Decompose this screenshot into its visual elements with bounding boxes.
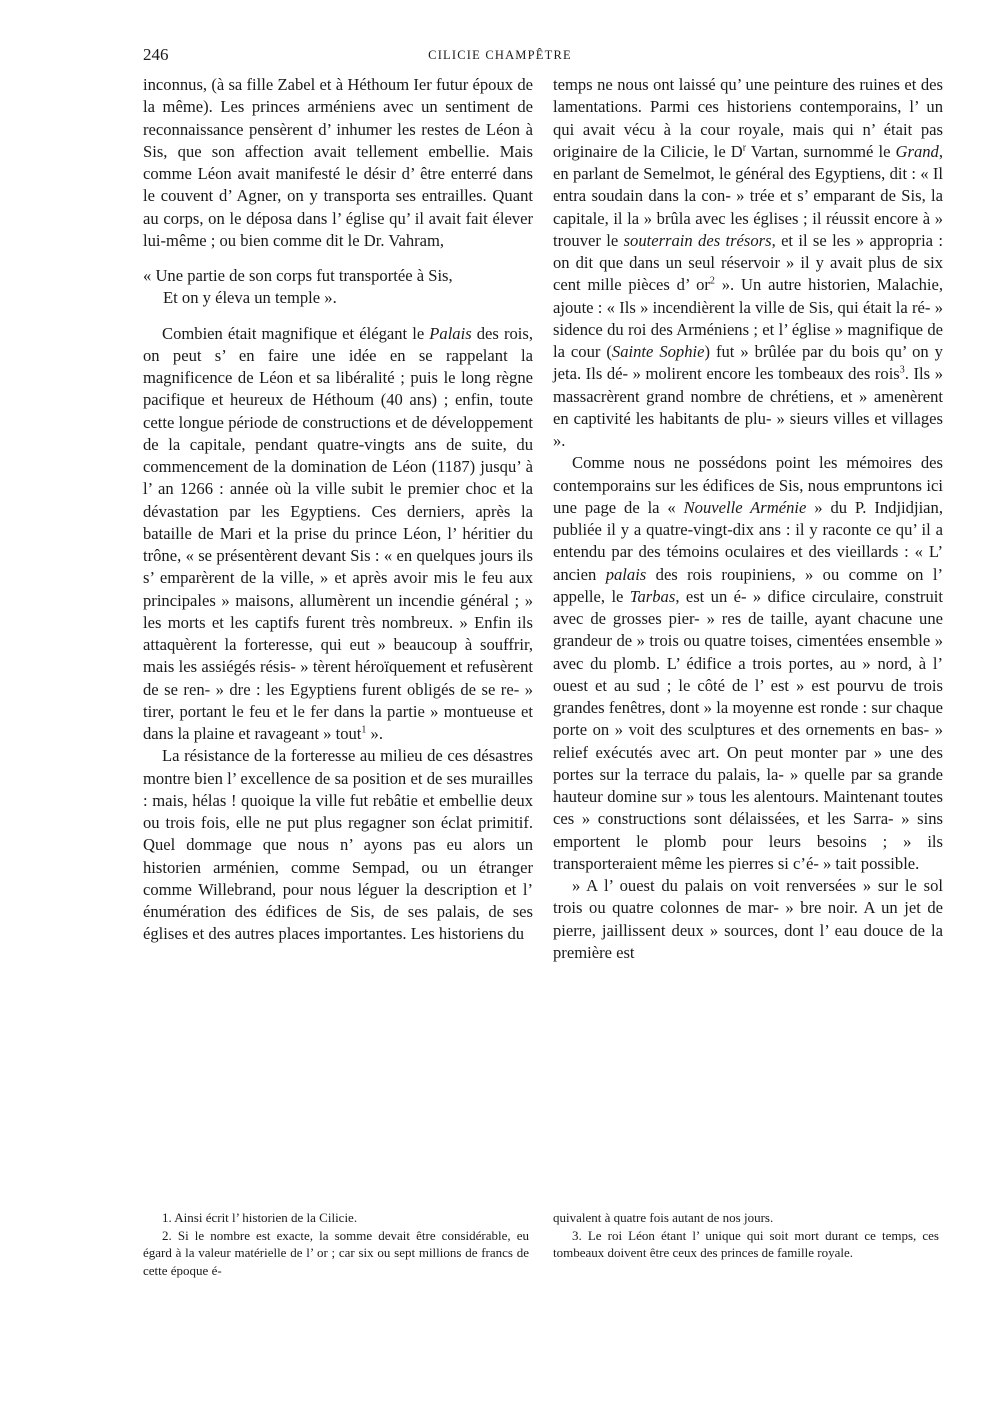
superscript-r: r bbox=[742, 142, 747, 154]
text-run: Comme nous ne possédons point les mémoires des contemporains sur les édifices de Sis, nous empruntons ici une page de la « bbox=[553, 453, 943, 517]
footnote-ref-2: 2 bbox=[709, 275, 715, 287]
text-run: des rois, on peut s’ en faire une idée en se rappelant la magnificence de Léon et sa libéralité ; puis le long règne pacifique et heureux de Héthoum (40 ans) ; enfin, toute cette longue période de constructions et de développement de la capitale, pendant quatre-vingts ans de suite, du commencement de la domination de Léon (1187) jusqu’ à l’ an 1266 : année où la ville subit le premier choc et la dévastation par les Egyptiens. Ces derniers, après la bataille de Mari et la prise du prince Léon, l’ héritier du trône, « se présentèrent devant Sis : « en quelques jours ils s’ emparèrent de la ville, » et après avoir mis le feu aux principales » maisons, allumèrent un incendie général ; » les morts et les captifs furent très nombreux. » Enfin ils attaquèrent la forteresse, qui eut » beaucoup à souffrir, mais les assiégés résis- » tèrent héroïquement et refusèrent de se ren- » dre : les Egyptiens furent obligés de se re- » tirer, portant le feu et le fer dans la partie » montueuse et dans la plaine et ravageant » tout bbox=[143, 323, 533, 743]
text-run: ) fut » brûlée par du bois qu’ on y jeta. Ils dé- » molirent encore les tombeaux des rois bbox=[553, 342, 943, 384]
text-run: temps ne nous ont laissé qu’ une peinture des ruines et des lamentations. Parmi ces historiens contemporains, l’ un qui avait vécu à la cour royale, mais qui n’ était pas originaire de la Cilicie, le D bbox=[553, 75, 943, 161]
left-paragraph-2 bbox=[143, 323, 533, 746]
footnote-2: 2. Si le nombre est exacte, la somme devait être considérable, eu égard à la valeur matérielle de l’ or ; car six ou sept millions de francs de cette époque é- bbox=[143, 1227, 529, 1278]
emphasis-palais: palais bbox=[605, 564, 647, 584]
footnote-ref-1: 1 bbox=[361, 724, 367, 736]
text-run: ». Un autre historien, Malachie, ajoute : « Ils » incendièrent la ville de Sis, qui était la ré- » sidence du roi des Arméniens ; et l’ église » magnifique de la cour ( bbox=[553, 275, 943, 361]
text-run: » du P. Indjidjian, publiée il y a quatre-vingt-dix ans : il y raconte ce qu’ il a entendu par des témoins oculaires et des vieillards : « L’ ancien bbox=[553, 497, 943, 584]
text-run: . Ils » massacrèrent grand nombre de chrétiens, et » amenèrent en captivité les habitants de plu- » sieurs villes et villages ». bbox=[553, 364, 943, 450]
text-run: Vartan, surnommé le bbox=[746, 141, 896, 161]
running-head: CILICIE CHAMPÊTRE bbox=[428, 48, 572, 62]
text-run: , et il se les » appropria : on dit que dans un seul réservoir » il y avait plus de six cent mille pièces d’ or bbox=[553, 230, 943, 295]
emphasis-souterrain: souterrain des trésors bbox=[623, 230, 772, 250]
text-run: Combien était magnifique et élégant le bbox=[162, 323, 430, 343]
footnote-3: 3. Le roi Léon étant l’ unique qui soit mort durant ce temps, ces tombeaux doivent être ceux des princes de famille royale. bbox=[553, 1227, 939, 1260]
emphasis-sainte-sophie: Sainte Sophie bbox=[611, 342, 705, 361]
text-run: , est un é- » difice circulaire, construit avec de grosses pier- » res de taille, ayant chacune une grandeur de » trois ou quatre toises, cimentées ensemble » avec du plomb. L’ édifice a trois portes, au » nord, à l’ ouest et au sud ; le côté de l’ est » est pourvu de trois grandes fenêtres, dont » la moyenne est ronde : sur chaque porte on » voit des sculptures et des ornements en bas- » relief exécutés avec art. On peut monter par » une des portes sur la terrace du palais, la- » quelle par sa grande hauteur domine sur » tous les alentours. Maintenant toutes ces » constructions sont délaissées, et les Sarra- » sins emportent le plomb pour leurs besoins ; » ils transporteraient même les pierres si c’é- » tait possible. bbox=[553, 586, 943, 873]
footnote-1: 1. Ainsi écrit l’ historien de la Cilicie. bbox=[162, 1210, 358, 1225]
right-column bbox=[553, 74, 943, 964]
left-column bbox=[143, 74, 533, 946]
footnote-ref-3: 3 bbox=[899, 364, 905, 376]
emphasis-palais: Palais bbox=[429, 323, 472, 343]
footnotes-right bbox=[553, 1209, 939, 1262]
emphasis-nouvelle-armenie: Nouvelle Arménie bbox=[683, 497, 807, 517]
text-run: , en parlant de Semelmot, le général des Egyptiens, dit : « Il entra soudain dans la con- » trée et s’ emparant de Sis, la capitale, il la » brûla avec les églises ; il réussit encore à » trouver le bbox=[553, 141, 944, 250]
right-paragraph-2 bbox=[553, 452, 943, 875]
right-paragraph-1 bbox=[553, 74, 943, 452]
verse-line-1: « Une partie de son corps fut transportée à Sis, bbox=[143, 266, 453, 285]
footnotes-left bbox=[143, 1209, 529, 1279]
emphasis-tarbas: Tarbas bbox=[629, 586, 676, 606]
left-paragraph-3: La résistance de la forteresse au milieu de ces désastres montre bien l’ excellence de sa position et de ses murailles : mais, hélas ! quoique la ville fut rebâtie et embellie deux ou trois fois, elle ne put plus regagner son éclat primitif. Quel dommage que nous n’ ayons pas eu alors un historien arménien, comme Sempad, ou un étranger comme Willebrand, pour nous léguer la description et l’ énumération des édifices de Sis, de ses palais, de ses églises et des autres places importantes. Les historiens du bbox=[143, 746, 533, 944]
footnote-2-continued: quivalent à quatre fois autant de nos jours. bbox=[553, 1210, 774, 1225]
text-run: ». bbox=[366, 724, 383, 743]
right-paragraph-3: » A l’ ouest du palais on voit renversées » sur le sol trois ou quatre colonnes de mar- » bre noir. A un jet de pierre, jaillissent deux » sources, dont l’ eau douce de la première est bbox=[553, 876, 943, 962]
verse-line-2: Et on y éleva un temple ». bbox=[163, 288, 337, 308]
left-paragraph-1: inconnus, (à sa fille Zabel et à Héthoum Ier futur époux de la même). Les princes arméniens avec un sentiment de reconnaissance pensèrent d’ inhumer les restes de Léon à Sis, que son affection avait tellement embellie. Mais comme Léon avait manifesté le désir d’ être enterré dans le couvent d’ Agner, on y transporta ses entrailles. Quant au corps, on le déposa dans l’ église qu’ il avait fait élever lui-même ; ou bien comme dit le Dr. Vahram, bbox=[143, 75, 533, 250]
text-run: des rois roupiniens, » ou comme on l’ appelle, le bbox=[553, 564, 943, 606]
emphasis-grand: Grand bbox=[895, 141, 939, 161]
page-number: 246 bbox=[143, 45, 169, 64]
